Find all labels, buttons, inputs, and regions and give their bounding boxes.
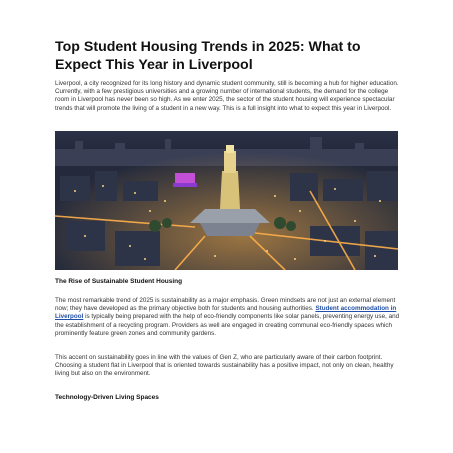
para-text-after: is typically being prepared with the help of eco-friendly components like solar panels, preventing energy use, and the establishment of a recycling program. Providers as well are engaged in creating communal eco-friendly spaces which prominently feature green zones and community gardens. [55,313,400,337]
intro-paragraph: Liverpool, a city recognized for its long history and dynamic student community, still is becoming a hub for higher education. Currently, with a few prestigious universities and a growing number of international students, the demand for the college room in Liverpool has never been so high. As we enter 2025, the sector of the student housing will experience spectacular trends that will promote the living of a student in a new way. This is a full insight into what to expect this year in Liverpool. [55,80,399,112]
sustainability-paragraph-1 [55,297,403,338]
city-photo [55,131,398,270]
para-text-before: The most remarkable trend of 2025 is sustainability as a major emphasis. Green mindsets are not just an external element now; they have developed as the primary objective both for students and housing authorities. [55,297,396,313]
section-heading-technology: Technology-Driven Living Spaces [55,394,159,401]
section-heading-sustainable: The Rise of Sustainable Student Housing [55,278,183,285]
student-accommodation-link[interactable]: Student accommodation in Liverpool [55,305,397,321]
article-title: Top Student Housing Trends in 2025: What to Expect This Year in Liverpool [55,39,361,73]
sustainability-paragraph-2: This accent on sustainability goes in line with the values of Gen Z, who are particularly aware of their carbon footprint. Choosing a student flat in Liverpool that is oriented towards sustainability has a positive impact, not only on clean, healthy living but also on the environment. [55,354,394,378]
